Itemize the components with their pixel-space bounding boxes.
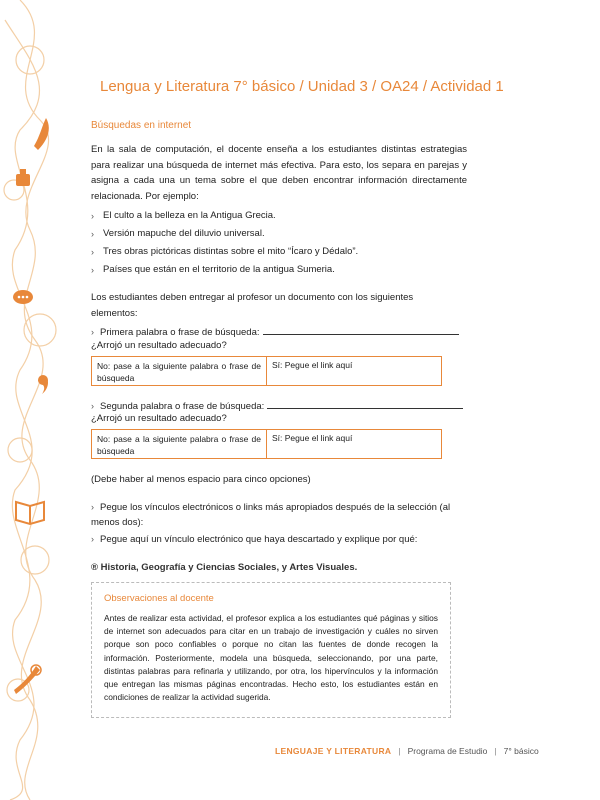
query-2-table xyxy=(91,429,442,459)
query-2-question: ¿Arrojó un resultado adecuado? xyxy=(91,413,227,424)
query-1-question: ¿Arrojó un resultado adecuado? xyxy=(91,340,227,351)
subject-links-footnote: ® Historia, Geografía y Ciencias Sociales, y Artes Visuales. xyxy=(91,562,358,573)
list-item: › El culto a la belleza en la Antigua Grecia. xyxy=(91,207,471,225)
final-item-1: › Pegue los vínculos electrónicos o links más apropiados después de la selección (al menos dos): xyxy=(91,502,451,528)
teacher-notes-text: Antes de realizar esta actividad, el profesor explica a los estudiantes qué páginas y sitios de internet son adecuados para citar en un trabajo de investigación y cuáles no sirven porque son poco confiables o porque no citan las fuentes de donde recogen la información. Posteriormente, modela una búsqueda, seleccionando, por una parte, distintas palabras para refinarla y utilizando, por otra, los hipervínculos y la información que entregan las mismas páginas encontradas. Hecho esto, los estudiantes están en condiciones de realizar la actividad sugerida. xyxy=(104,613,438,703)
query-1-table xyxy=(91,356,442,386)
yes-cell: Sí: Pegue el link aquí xyxy=(272,433,353,443)
no-cell: No: pase a la siguiente palabra o frase de búsqueda xyxy=(92,430,267,458)
chevron-right-icon: › xyxy=(91,247,94,257)
teacher-notes-box xyxy=(91,582,451,718)
chevron-right-icon: › xyxy=(91,211,94,221)
answer-blank xyxy=(263,325,459,335)
footer-grade: 7° básico xyxy=(503,746,539,756)
section-title: Búsquedas en internet xyxy=(91,120,192,131)
speech-bubble-icon xyxy=(13,290,33,304)
footer-subject: LENGUAJE Y LITERATURA xyxy=(275,746,392,756)
comma-icon xyxy=(38,375,48,394)
chevron-right-icon: › xyxy=(91,229,94,239)
chevron-right-icon: › xyxy=(91,502,94,512)
intro-paragraph: En la sala de computación, el docente enseña a los estudiantes distintas estrategias para realizar una búsqueda de internet más efectiva. Para esto, los separa en parejas y asigna a cada una un tema sobre el que deben encontrar información directamente relacionada. Por ejemplo: xyxy=(91,144,467,202)
topic-list xyxy=(91,207,471,279)
final-item-2: › Pegue aquí un vínculo electrónico que haya descartado y explique por qué: xyxy=(91,534,418,545)
footer-program: Programa de Estudio xyxy=(407,746,488,756)
no-cell: No: pase a la siguiente palabra o frase de búsqueda xyxy=(92,357,267,385)
quill-icon xyxy=(34,118,49,150)
answer-blank xyxy=(267,399,463,409)
query-2-line: › Segunda palabra o frase de búsqueda: xyxy=(91,399,463,412)
book-icon xyxy=(16,502,44,524)
ink-bottle-icon xyxy=(16,169,30,186)
chevron-right-icon: › xyxy=(91,265,94,275)
list-item: › Versión mapuche del diluvio universal. xyxy=(91,225,471,243)
chevron-right-icon: › xyxy=(91,401,94,411)
decorative-border xyxy=(0,0,80,800)
list-item: › Países que están en el territorio de la antigua Sumeria. xyxy=(91,261,471,279)
chevron-right-icon: › xyxy=(91,534,94,544)
yes-cell: Sí: Pegue el link aquí xyxy=(272,360,353,370)
deliverable-paragraph: Los estudiantes deben entregar al profesor un documento con los siguientes elementos: xyxy=(91,292,414,319)
page-footer: LENGUAJE Y LITERATURA | Programa de Estudio | 7° básico xyxy=(275,746,539,756)
query-1-line: › Primera palabra o frase de búsqueda: xyxy=(91,325,459,338)
space-note: (Debe haber al menos espacio para cinco opciones) xyxy=(91,474,311,485)
page-title: Lengua y Literatura 7° básico / Unidad 3 / OA24 / Actividad 1 xyxy=(100,78,504,95)
chevron-right-icon: › xyxy=(91,327,94,337)
teacher-notes-title: Observaciones al docente xyxy=(104,593,214,604)
list-item: › Tres obras pictóricas distintas sobre el mito “Ícaro y Dédalo”. xyxy=(91,243,471,261)
